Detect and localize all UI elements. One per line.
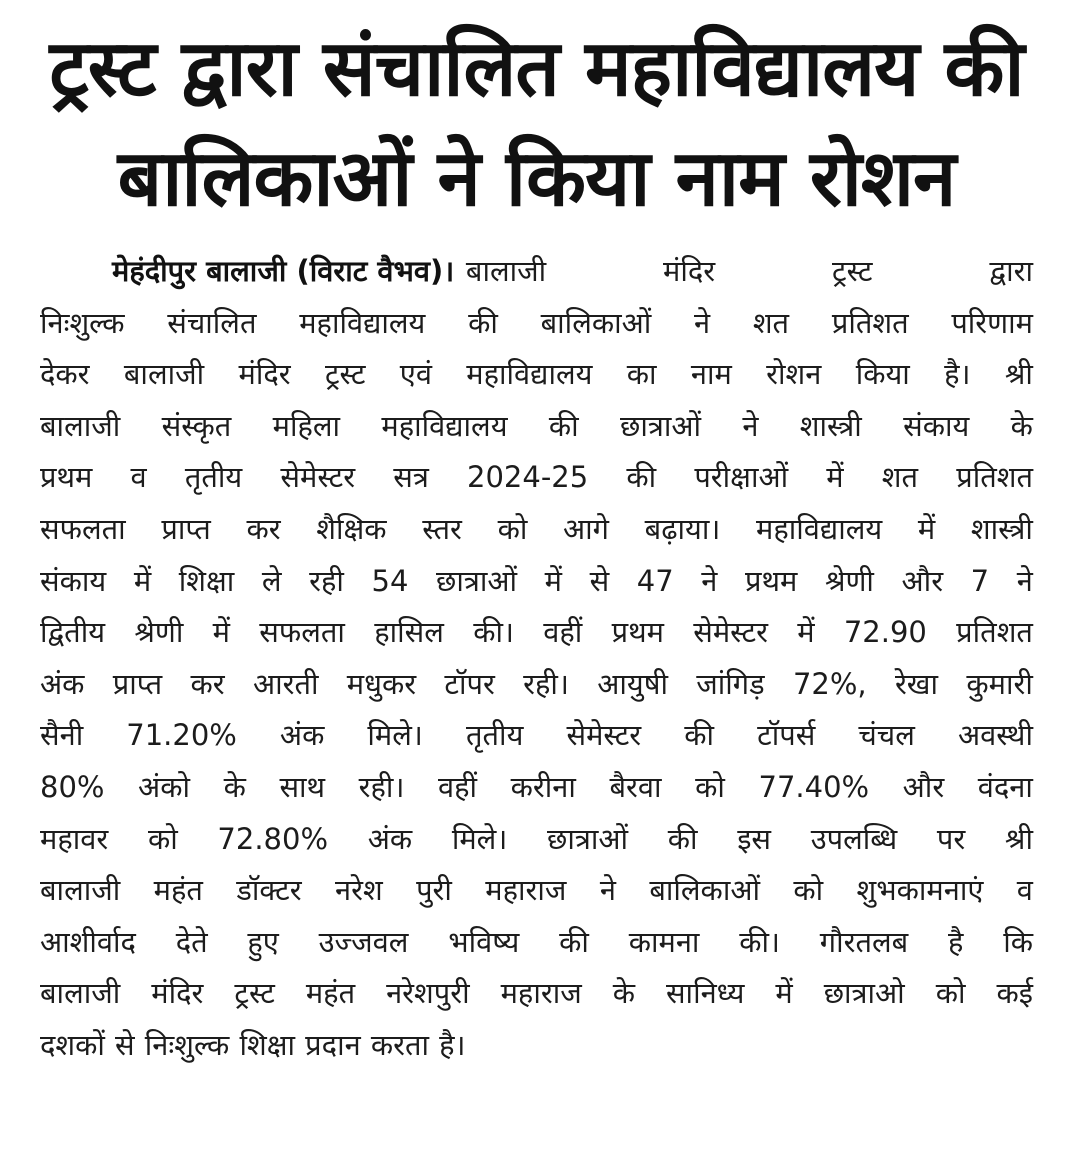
body-line-13 xyxy=(40,865,1033,917)
body-line-12 xyxy=(40,814,1033,866)
body-line-9 xyxy=(40,659,1033,711)
body-line-10 xyxy=(40,710,1033,762)
body-line-text: महावर को 72.80% अंक मिले। छात्राओं की इस उपलब्धि पर श्री xyxy=(40,821,1033,856)
body-line-text: अंक प्राप्त कर आरती मधुकर टॉपर रही। आयुषी जांगिड़ 72%, रेखा कुमारी xyxy=(40,666,1033,701)
body-line-text: देकर बालाजी मंदिर ट्रस्ट एवं महाविद्यालय का नाम रोशन किया है। श्री xyxy=(40,357,1033,392)
body-line-14 xyxy=(40,917,1033,969)
body-line-8 xyxy=(40,607,1033,659)
body-line-1 xyxy=(40,246,1033,298)
body-line-text: सैनी 71.20% अंक मिले। तृतीय सेमेस्टर की टॉपर्स चंचल अवस्थी xyxy=(40,718,1033,753)
body-line-text: निःशुल्क संचालित महाविद्यालय की बालिकाओं ने शत प्रतिशत परिणाम xyxy=(40,305,1033,340)
body-line-16 xyxy=(40,1020,1033,1072)
body-line-3 xyxy=(40,349,1033,401)
article-body xyxy=(40,246,1033,1072)
body-line-text: 80% अंको के साथ रही। वहीं करीना बैरवा को 77.40% और वंदना xyxy=(40,769,1033,804)
body-line-text: दशकों से निःशुल्क शिक्षा प्रदान करता है। xyxy=(40,1027,466,1062)
body-line-text: सफलता प्राप्त कर शैक्षिक स्तर को आगे बढ़ाया। महाविद्यालय में शास्त्री xyxy=(40,511,1033,546)
body-line-4 xyxy=(40,401,1033,453)
body-line-text: बालाजी मंदिर ट्रस्ट द्वारा xyxy=(465,254,1033,288)
body-line-7 xyxy=(40,556,1033,608)
headline-line-1: ट्रस्ट द्वारा संचालित महाविद्यालय की xyxy=(49,24,1024,114)
body-line-text: प्रथम व तृतीय सेमेस्टर सत्र 2024-25 की परीक्षाओं में शत प्रतिशत xyxy=(40,460,1033,495)
body-line-6 xyxy=(40,504,1033,556)
body-line-text: बालाजी संस्कृत महिला महाविद्यालय की छात्राओं ने शास्त्री संकाय के xyxy=(40,408,1033,443)
body-line-2 xyxy=(40,298,1033,350)
body-line-5 xyxy=(40,452,1033,504)
dateline: मेहंदीपुर बालाजी (विराट वैभव)। xyxy=(112,254,455,288)
body-line-15 xyxy=(40,968,1033,1020)
headline-line-2: बालिकाओं ने किया नाम रोशन xyxy=(117,134,956,224)
body-line-text: संकाय में शिक्षा ले रही 54 छात्राओं में से 47 ने प्रथम श्रेणी और 7 ने xyxy=(40,563,1033,598)
body-line-11 xyxy=(40,762,1033,814)
body-line-text: द्वितीय श्रेणी में सफलता हासिल की। वहीं प्रथम सेमेस्टर में 72.90 प्रतिशत xyxy=(40,615,1033,650)
headline xyxy=(40,14,1033,234)
body-line-text: आशीर्वाद देते हुए उज्जवल भविष्य की कामना की। गौरतलब है कि xyxy=(40,924,1033,959)
body-line-text: बालाजी महंत डॉक्टर नरेश पुरी महाराज ने बालिकाओं को शुभकामनाएं व xyxy=(40,873,1033,908)
body-line-text: बालाजी मंदिर ट्रस्ट महंत नरेशपुरी महाराज के सानिध्य में छात्राओ को कई xyxy=(40,976,1033,1011)
